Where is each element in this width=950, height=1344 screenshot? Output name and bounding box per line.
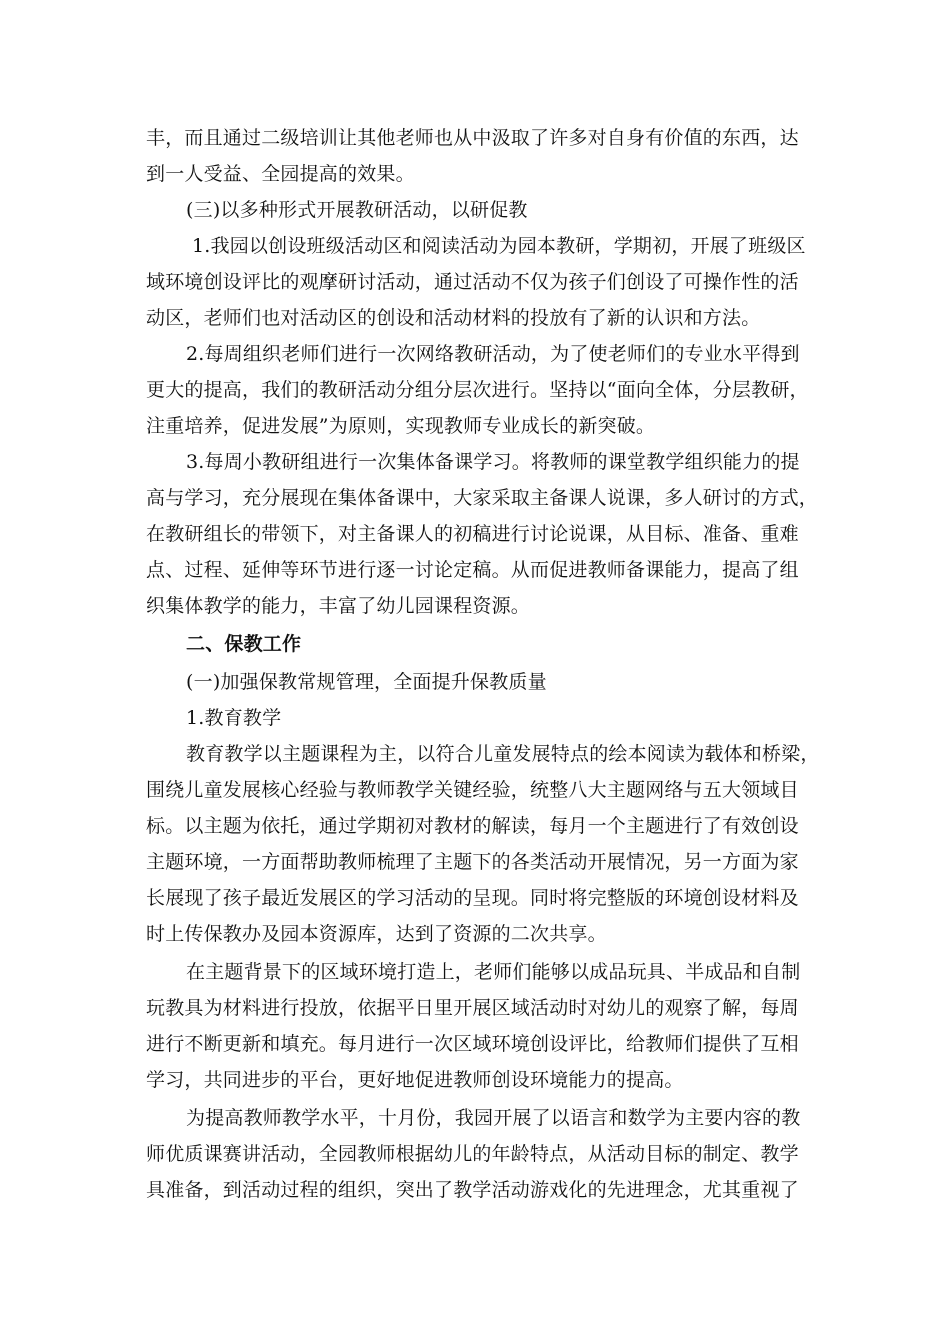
text-line: 点、过程、延伸等环节进行逐一讨论定稿。从而促进教师备课能力，提高了组 [146, 559, 799, 581]
text-line: 为提高教师教学水平，十月份，我园开展了以语言和数学为主要内容的教 [186, 1107, 801, 1129]
text-line: 高与学习，充分展现在集体备课中，大家采取主备课人说课，多人研讨的方式， [146, 487, 819, 509]
text-line: 师优质课赛讲活动，全园教师根据幼儿的年龄特点，从活动目标的制定、教学 [146, 1143, 799, 1165]
text-line: 进行不断更新和填充。每月进行一次区域环境创设评比，给教师们提供了互相 [146, 1033, 799, 1055]
text-line: 长展现了孩子最近发展区的学习活动的呈现。同时将完整版的环境创设材料及 [146, 887, 799, 909]
text-line: 在教研组长的带领下，对主备课人的初稿进行讨论说课，从目标、准备、重难 [146, 523, 799, 545]
text-line: 玩教具为材料进行投放，依据平日里开展区域活动时对幼儿的观察了解，每周 [146, 997, 799, 1019]
text-line: 到一人受益、全园提高的效果。 [146, 163, 415, 185]
text-line: 主题环境，一方面帮助教师梳理了主题下的各类活动开展情况，另一方面为家 [146, 851, 799, 873]
text-line: 在主题背景下的区域环境打造上，老师们能够以成品玩具、半成品和自制 [186, 961, 801, 983]
text-line: 丰，而且通过二级培训让其他老师也从中汲取了许多对自身有价值的东西，达 [146, 127, 799, 149]
text-line: 教育教学以主题课程为主，以符合儿童发展特点的绘本阅读为载体和桥梁， [186, 743, 820, 765]
subsection-heading: (三)以多种形式开展教研活动，以研促教 [186, 199, 528, 221]
text-line: 时上传保教办及园本资源库，达到了资源的二次共享。 [146, 923, 607, 945]
text-line: 注重培养，促进发展”为原则，实现教师专业成长的新突破。 [146, 415, 656, 437]
section-heading: 二、保教工作 [186, 633, 302, 655]
text-line: 标。以主题为依托，通过学期初对教材的解读，每月一个主题进行了有效创设 [146, 815, 799, 837]
text-line: 学习，共同进步的平台，更好地促进教师创设环境能力的提高。 [146, 1069, 684, 1091]
text-line: 1.我园以创设班级活动区和阅读活动为园本教研，学期初，开展了班级区 [192, 235, 806, 257]
text-line: 动区，老师们也对活动区的创设和活动材料的投放有了新的认识和方法。 [146, 307, 761, 329]
text-line: 3.每周小教研组进行一次集体备课学习。将教师的课堂教学组织能力的提 [186, 451, 800, 473]
text-line: 更大的提高，我们的教研活动分组分层次进行。坚持以“面向全体，分层教研， [146, 379, 809, 401]
subsection-heading: (一)加强保教常规管理，全面提升保教质量 [186, 671, 547, 693]
text-line: 围绕儿童发展核心经验与教师教学关键经验，统整八大主题网络与五大领域目 [146, 779, 799, 801]
item-heading: 1.教育教学 [186, 707, 282, 729]
text-line: 织集体教学的能力，丰富了幼儿园课程资源。 [146, 595, 531, 617]
text-line: 域环境创设评比的观摩研讨活动，通过活动不仅为孩子们创设了可操作性的活 [146, 271, 799, 293]
text-line: 2.每周组织老师们进行一次网络教研活动，为了使老师们的专业水平得到 [186, 343, 800, 365]
text-line: 具准备，到活动过程的组织，突出了教学活动游戏化的先进理念，尤其重视了 [146, 1179, 799, 1201]
